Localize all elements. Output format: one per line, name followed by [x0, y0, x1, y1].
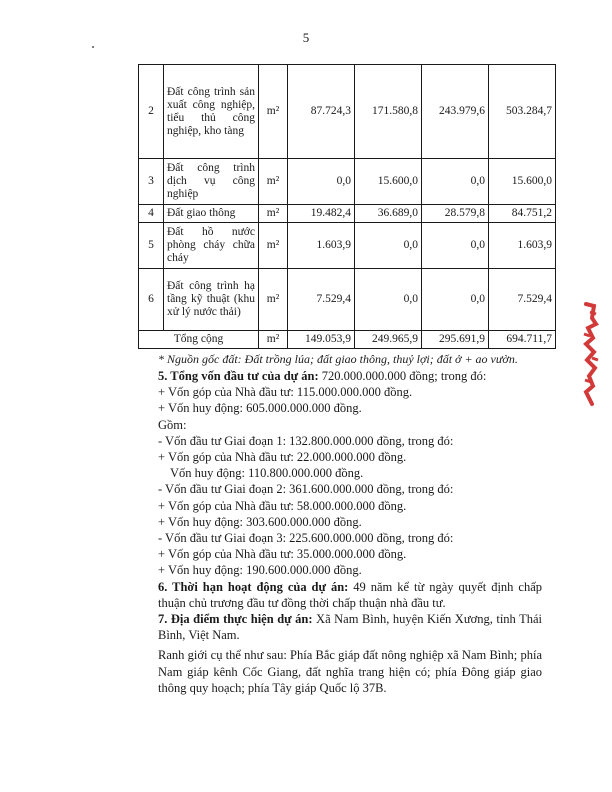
total-area: 15.600,0	[489, 159, 556, 205]
phase-3-area: 28.579,8	[422, 205, 489, 223]
text-line: - Vốn đầu tư Giai đoạn 3: 225.600.000.000 đồng, trong đó:	[158, 531, 454, 546]
text-line: Vốn huy động: 110.800.000.000 đồng.	[170, 466, 364, 481]
row-number: 2	[139, 65, 164, 159]
unit: m²	[259, 331, 288, 349]
phase-3-area: 0,0	[422, 223, 489, 269]
duration-text: 49 năm kể từ ngày quyết định chấp thuận chủ trương đầu tư đồng thời chấp thuận nhà đầu tư.	[158, 579, 542, 610]
total-area: 7.529,4	[489, 269, 556, 331]
text-line: + Vốn góp của Nhà đầu tư: 115.000.000.000 đồng.	[158, 385, 413, 400]
duration-heading: 6. Thời hạn hoạt động của dự án:	[158, 579, 349, 594]
phase-1-area: 19.482,4	[288, 205, 355, 223]
capital-text: 720.000.000.000 đồng; trong đó:	[318, 369, 487, 383]
text-line: + Vốn góp của Nhà đầu tư: 58.000.000.000 đồng.	[158, 498, 407, 513]
land-type: Đất công trình sản xuất công nghiệp, tiểu thủ công nghiệp, kho tàng	[164, 65, 259, 159]
land-type: Đất công trình hạ tầng kỹ thuật (khu xử lý nước thải)	[164, 269, 259, 331]
capital-paragraph	[158, 368, 542, 384]
total-area: 1.603,9	[489, 223, 556, 269]
phase-2-area: 36.689,0	[355, 205, 422, 223]
document-body	[158, 368, 542, 696]
table-row	[139, 223, 556, 269]
land-use-table	[138, 64, 556, 349]
table-row	[139, 65, 556, 159]
text-line: + Vốn huy động: 605.000.000.000 đồng.	[158, 401, 362, 416]
phase-1-area: 0,0	[288, 159, 355, 205]
duration-paragraph	[158, 579, 542, 611]
phase-3-total: 295.691,9	[422, 331, 489, 349]
phase-1-area: 87.724,3	[288, 65, 355, 159]
text-line: + Vốn huy động: 303.600.000.000 đồng.	[158, 514, 362, 529]
phase-3-area: 0,0	[422, 269, 489, 331]
unit: m²	[259, 159, 288, 205]
phase-2-area: 0,0	[355, 269, 422, 331]
table-row	[139, 269, 556, 331]
scan-speck	[92, 46, 94, 48]
land-type: Đất công trình dịch vụ công nghiệp	[164, 159, 259, 205]
phase-3-area: 243.979,6	[422, 65, 489, 159]
phase-1-area: 7.529,4	[288, 269, 355, 331]
land-type: Đất hồ nước phòng cháy chữa cháy	[164, 223, 259, 269]
text-line: - Vốn đầu tư Giai đoạn 2: 361.600.000.000 đồng, trong đó:	[158, 482, 454, 497]
phase-1-area: 1.603,9	[288, 223, 355, 269]
row-number: 4	[139, 205, 164, 223]
row-number: 3	[139, 159, 164, 205]
total-area: 503.284,7	[489, 65, 556, 159]
row-number: 5	[139, 223, 164, 269]
phase-2-area: 15.600,0	[355, 159, 422, 205]
phase-2-area: 171.580,8	[355, 65, 422, 159]
location-paragraph	[158, 611, 542, 643]
table-row	[139, 205, 556, 223]
text-line: + Vốn huy động: 190.600.000.000 đồng.	[158, 563, 362, 578]
red-seal-mark	[580, 300, 600, 410]
land-type: Đất giao thông	[164, 205, 259, 223]
total-label: Tổng cộng	[139, 331, 259, 349]
text-line: + Vốn góp của Nhà đầu tư: 22.000.000.000 đồng.	[158, 450, 407, 465]
row-number: 6	[139, 269, 164, 331]
phase-2-total: 249.965,9	[355, 331, 422, 349]
location-text: Xã Nam Bình, huyện Kiến Xương, tỉnh Thái Bình, Việt Nam.	[158, 612, 542, 643]
total-area: 84.751,2	[489, 205, 556, 223]
phase-3-area: 0,0	[422, 159, 489, 205]
phase-1-total: 149.053,9	[288, 331, 355, 349]
boundary-paragraph: Ranh giới cụ thể như sau: Phía Bắc giáp đất nông nghiệp xã Nam Bình; phía Nam giáp kênh Cốc Giang, đất nghĩa trang hiện có; phía Đông giáp giao thông quy hoạch; phía Tây giáp Quốc lộ 37B.	[158, 648, 542, 695]
table-row	[139, 159, 556, 205]
grand-total: 694.711,7	[489, 331, 556, 349]
text-line: + Vốn góp của Nhà đầu tư: 35.000.000.000 đồng.	[158, 547, 407, 562]
text-line: Gồm:	[158, 417, 187, 432]
unit: m²	[259, 65, 288, 159]
table-total-row	[139, 331, 556, 349]
unit: m²	[259, 223, 288, 269]
unit: m²	[259, 269, 288, 331]
land-source-note: * Nguồn gốc đất: Đất trồng lúa; đất giao thông, thuỷ lợi; đất ở + ao vườn.	[158, 352, 518, 366]
capital-heading: 5. Tổng vốn đầu tư của dự án:	[158, 369, 319, 383]
text-line: - Vốn đầu tư Giai đoạn 1: 132.800.000.000 đồng, trong đó:	[158, 433, 454, 448]
page-number: 5	[302, 30, 310, 45]
phase-2-area: 0,0	[355, 223, 422, 269]
unit: m²	[259, 205, 288, 223]
location-heading: 7. Địa điểm thực hiện dự án:	[158, 612, 313, 627]
